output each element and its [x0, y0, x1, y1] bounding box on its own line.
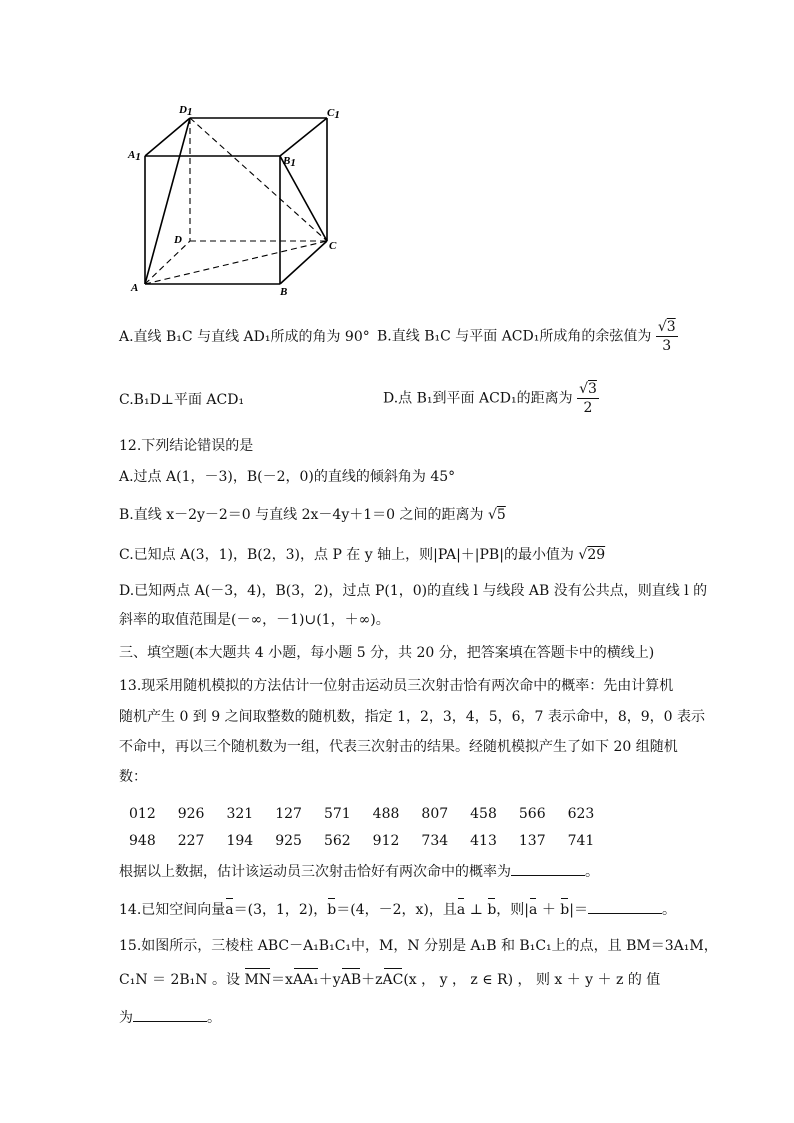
table-cell: 194 — [226, 832, 254, 849]
table-cell: 321 — [226, 805, 254, 822]
q11-option-a: A.直线 B₁C 与直线 AD₁所成的角为 90° — [119, 329, 370, 345]
q11-option-d — [383, 380, 599, 417]
q14-text: ＝(3，1，2)， — [233, 902, 328, 918]
q15-line1: 15.如图所示，三棱柱 ABC－A₁B₁C₁中，M，N 分别是 A₁B 和 B₁C₁上的点，且 BM＝3A₁M， — [119, 938, 718, 954]
q12-option-d-line2: 斜率的取值范围是(－∞，－1)∪(1，＋∞)。 — [119, 612, 390, 628]
edge-bc — [280, 241, 327, 284]
q12-option-c: C.已知点 A(3，1)，B(2，3)，点 P 在 y 轴上，则|PA|＋|PB|的最小值为 √29 — [119, 547, 606, 563]
q11-option-d-text: D.点 B₁到平面 ACD₁的距离为 — [383, 390, 573, 407]
q12-option-b-text: B.直线 x－2y－2＝0 与直线 2x－4y＋1＝0 之间的距离为 — [119, 507, 484, 523]
vector-b: b — [487, 902, 497, 918]
section-3-heading: 三、填空题(本大题共 4 小题，每小题 5 分，共 20 分，把答案填在答题卡中的横线上) — [119, 645, 655, 661]
label-d1: D1 — [179, 104, 193, 118]
q12-option-d-line1: D.已知两点 A(－3，4)，B(3，2)，过点 P(1，0)的直线 l 与线段 AB 没有公共点，则直线 l 的 — [119, 583, 708, 599]
vector-mn: MN — [244, 972, 272, 988]
table-cell: 948 — [129, 832, 156, 849]
edge-ac — [145, 241, 327, 284]
edge-ad — [145, 241, 190, 284]
q13-end: 。 — [585, 864, 599, 880]
q11-option-b-text: B.直线 B₁C 与平面 ACD₁所成角的余弦值为 — [377, 328, 652, 345]
vector-a: a — [529, 902, 538, 918]
q14-text: ，则| — [496, 902, 530, 918]
table-cell: 925 — [275, 832, 302, 849]
table-cell: 012 — [129, 805, 156, 822]
label-d: D — [174, 234, 182, 246]
vector-ac: AC — [382, 972, 404, 988]
table-cell: 488 — [372, 805, 400, 822]
table-cell: 458 — [470, 805, 497, 822]
q15-text: 为 — [119, 1010, 133, 1026]
q14-text: |＝ — [569, 902, 588, 918]
label-c1: C1 — [327, 107, 340, 121]
table-cell: 571 — [323, 805, 351, 822]
q15-end: 。 — [207, 1010, 221, 1026]
q13-line1: 13.现采用随机模拟的方法估计一位射击运动员三次射击恰有两次命中的概率：先由计算机 — [119, 678, 674, 694]
q11-b-numerator: √3 — [657, 319, 676, 335]
q15-line3 — [119, 1007, 221, 1028]
q13-question — [119, 861, 599, 882]
label-b1: B1 — [283, 155, 296, 169]
q14-line — [119, 899, 676, 920]
edge-d1c — [190, 118, 327, 241]
q15-text: ＝x — [271, 972, 293, 988]
table-cell: 137 — [518, 832, 546, 849]
q12-option-c-text: C.已知点 A(3，1)，B(2，3)，点 P 在 y 轴上，则|PA|＋|PB|的最小值为 — [119, 547, 574, 563]
plus-symbol: ＋ — [537, 902, 561, 918]
q12-b-radicand: 5 — [496, 507, 506, 523]
q15-text: C₁N ＝ 2B₁N 。设 — [119, 972, 240, 988]
edge-b1c1 — [280, 118, 327, 156]
table-cell: 623 — [567, 805, 595, 822]
q11-d-numerator: √3 — [579, 381, 597, 397]
edge-a1d1 — [145, 118, 190, 156]
table-cell: 912 — [372, 832, 400, 849]
table-cell: 566 — [518, 805, 546, 822]
q13-answer-blank[interactable] — [511, 861, 585, 876]
table-cell: 741 — [567, 832, 595, 849]
q12-option-a: A.过点 A(1，－3)，B(－2，0)的直线的倾斜角为 45° — [119, 469, 456, 485]
table-cell: 562 — [323, 832, 351, 849]
table-row — [124, 800, 611, 827]
vector-ab: AB — [340, 972, 362, 988]
q12-option-b: B.直线 x－2y－2＝0 与直线 2x－4y＋1＝0 之间的距离为 √5 — [119, 507, 506, 523]
vector-aa1: AA₁ — [292, 972, 319, 988]
edge-ad1 — [145, 118, 190, 284]
table-cell: 227 — [177, 832, 205, 849]
q11-b-denominator: 3 — [662, 338, 672, 354]
q11-d-fraction — [577, 380, 599, 417]
q12-title: 12.下列结论错误的是 — [119, 438, 254, 454]
q15-text: (x ， y ， z ∈ R) ， 则 x ＋ y ＋ z 的 值 — [403, 972, 661, 988]
q13-line3: 不命中，再以三个随机数为一组，代表三次射击的结果。经随机模拟产生了如下 20 组随机 — [119, 739, 678, 755]
q13-ask-text: 根据以上数据，估计该运动员三次射击恰好有两次命中的概率为 — [119, 864, 511, 880]
table-cell: 807 — [421, 805, 449, 822]
q14-end: 。 — [661, 902, 676, 918]
label-a1: A1 — [128, 149, 141, 163]
q13-line4: 数： — [119, 769, 147, 785]
vector-b: b — [560, 902, 570, 918]
vector-a: a — [225, 902, 234, 918]
vector-b: b — [327, 902, 337, 918]
q14-answer-blank[interactable] — [588, 899, 662, 914]
label-b: B — [280, 286, 288, 298]
q15-text: ＋z — [361, 972, 383, 988]
table-cell: 127 — [275, 805, 302, 822]
q11-d-denominator: 2 — [583, 400, 593, 416]
q15-answer-blank[interactable] — [133, 1007, 207, 1022]
label-a: A — [131, 282, 139, 294]
table-cell: 413 — [470, 832, 497, 849]
q15-text: ＋y — [318, 972, 341, 988]
q12-c-radicand: 29 — [587, 547, 606, 563]
table-cell: 926 — [177, 805, 205, 822]
label-c: C — [329, 240, 337, 252]
table-cell: 734 — [421, 832, 449, 849]
q14-pre: 14.已知空间向量 — [119, 902, 226, 918]
table-row — [124, 827, 611, 854]
q15-line2 — [119, 970, 660, 990]
cube-figure — [125, 98, 355, 298]
vector-a: a — [456, 902, 466, 918]
q11-option-c: C.B₁D⊥平面 ACD₁ — [119, 392, 245, 408]
edge-b1c — [280, 156, 327, 241]
q11-option-b — [377, 318, 678, 355]
q11-b-fraction — [656, 318, 678, 355]
random-number-table — [124, 800, 611, 854]
perp-symbol: ⊥ — [465, 902, 488, 918]
q13-line2: 随机产生 0 到 9 之间取整数的随机数，指定 1，2，3，4，5，6，7 表示命中，8，9，0 表示 — [119, 709, 706, 725]
q14-text: ＝(4，－2，x)，且 — [336, 902, 457, 918]
